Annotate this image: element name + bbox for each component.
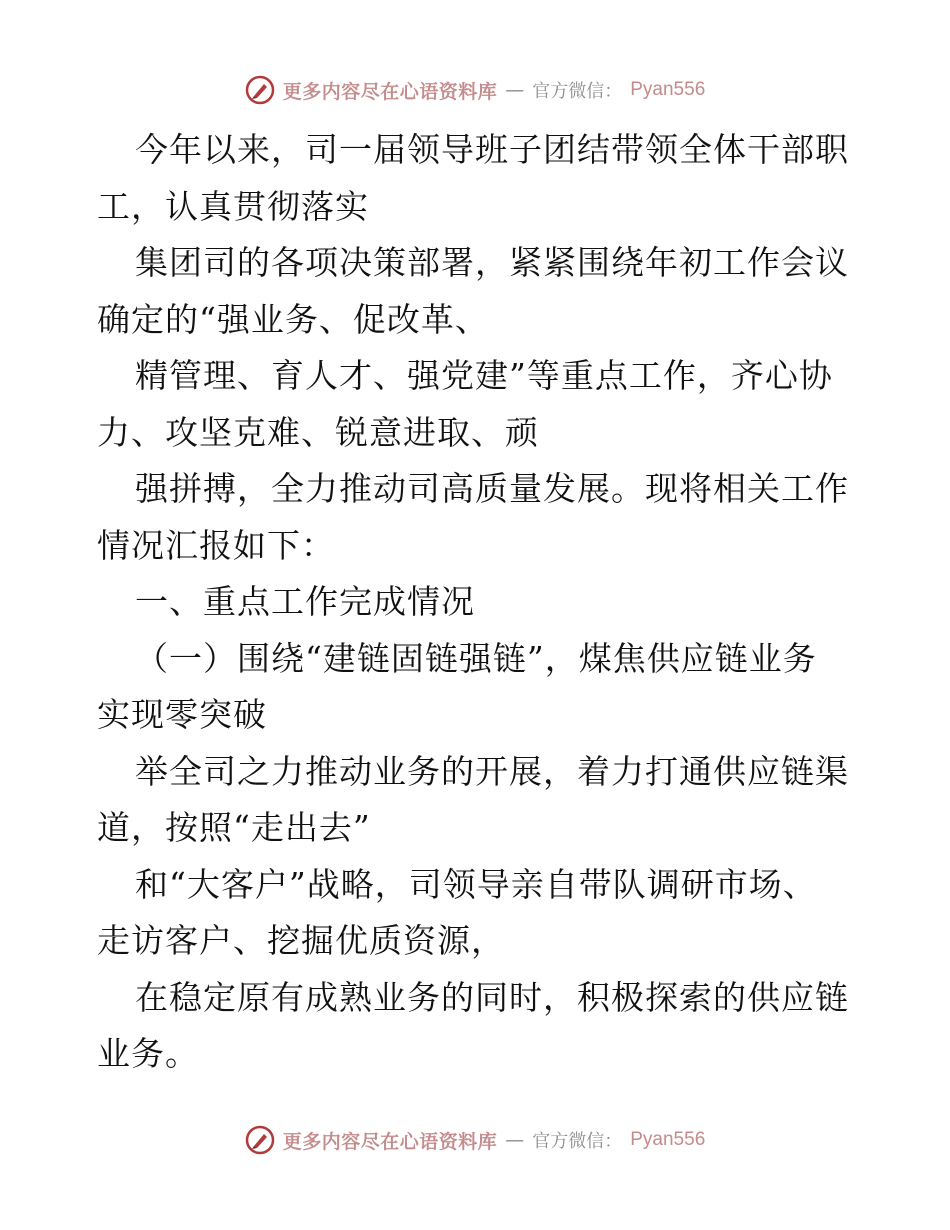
text-line: 精管理、育人才、强党建”等重点工作，齐心协 — [135, 356, 833, 395]
pen-nib-icon — [245, 75, 275, 105]
text-line: 工，认真贯彻落实 — [97, 186, 369, 226]
text-line: 确定的“强业务、促改革、 — [97, 299, 489, 339]
text-line: 业务。 — [97, 1034, 199, 1073]
text-line: 走访客户、挖掘优质资源， — [97, 921, 505, 960]
text-line: 和“大客户”战略，司领导亲自带队调研市场、 — [135, 864, 817, 904]
watermark-separator: — — [505, 1129, 525, 1151]
watermark-label: 官方微信： — [532, 81, 623, 102]
watermark-label: 官方微信： — [532, 1131, 623, 1152]
watermark-id: Pyan556 — [630, 1129, 706, 1150]
watermark-text: 更多内容尽在心语资料库 — [282, 1130, 498, 1153]
subsection-heading: （一）围绕“建链固链强链”，煤焦供应链业务 — [135, 638, 817, 678]
header-watermark — [0, 70, 950, 110]
text-line: 道，按照“走出去” — [97, 808, 371, 847]
document-body — [97, 122, 857, 1083]
text-line: 集团司的各项决策部署，紧紧围绕年初工作会议 — [135, 243, 849, 282]
watermark-id: Pyan556 — [630, 79, 706, 100]
pen-nib-icon — [245, 1125, 275, 1155]
section-heading: 一、重点工作完成情况 — [135, 582, 475, 621]
text-line: 在稳定原有成熟业务的同时，积极探索的供应链 — [135, 977, 849, 1017]
subsection-heading-cont: 实现零突破 — [97, 695, 267, 734]
text-line: 情况汇报如下： — [97, 525, 335, 565]
watermark-text: 更多内容尽在心语资料库 — [282, 80, 498, 103]
text-line: 今年以来，司一届领导班子团结带领全体干部职 — [135, 130, 849, 169]
text-line: 强拼搏，全力推动司高质量发展。现将相关工作 — [135, 469, 849, 508]
footer-watermark — [0, 1120, 950, 1160]
watermark-separator: — — [505, 79, 525, 101]
text-line: 举全司之力推动业务的开展，着力打通供应链渠 — [135, 751, 849, 791]
text-line: 力、攻坚克难、锐意进取、顽 — [97, 412, 539, 452]
